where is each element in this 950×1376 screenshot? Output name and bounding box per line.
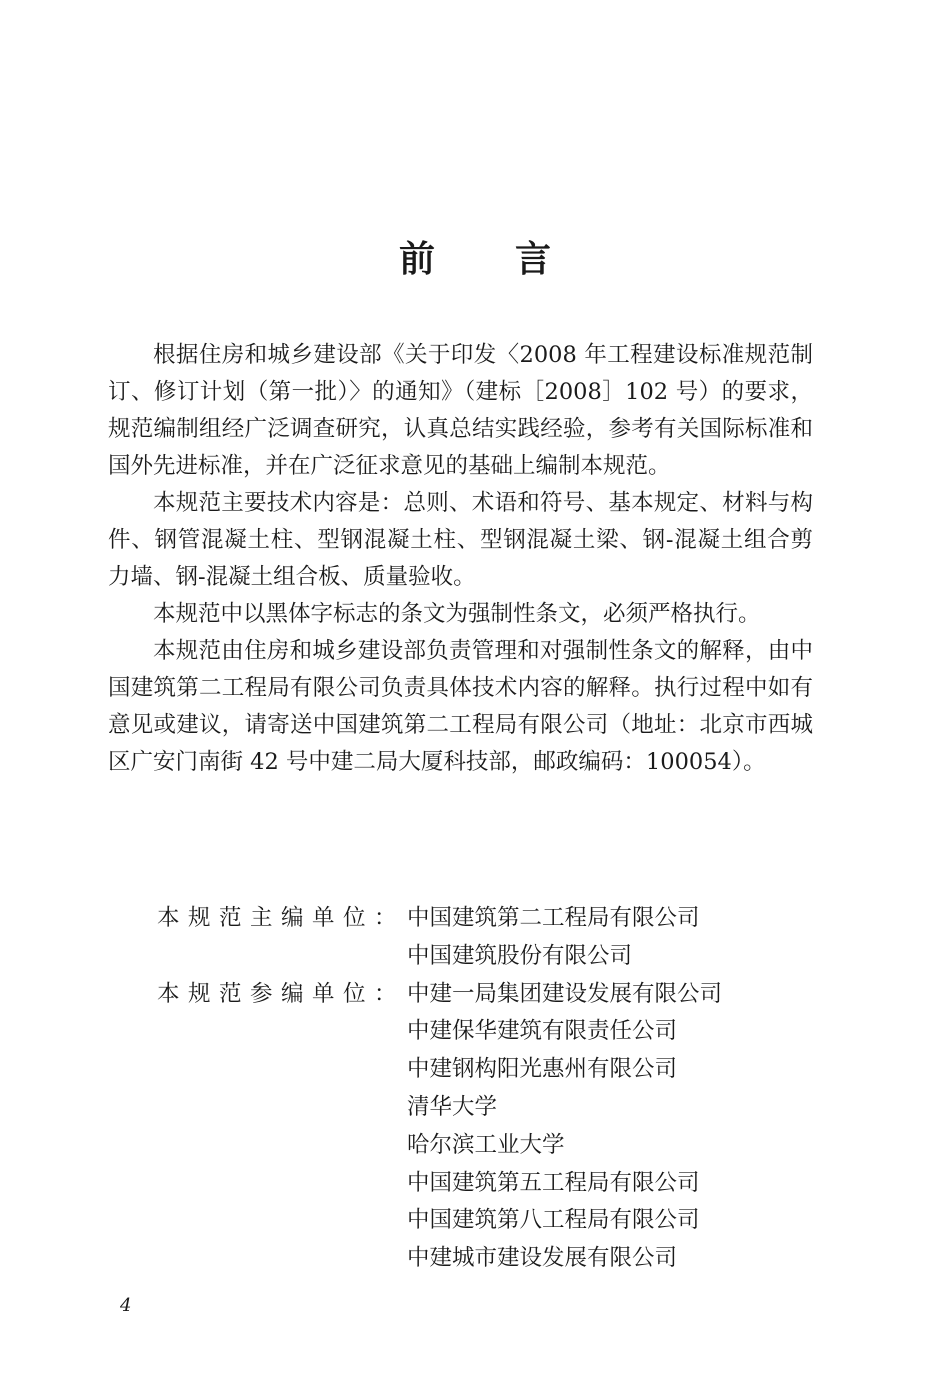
unit-item: 中建城市建设发展有限公司 [407,1245,678,1272]
unit-item: 中建钢构阳光惠州有限公司 [407,1056,678,1083]
paragraph-management: 本规范由住房和城乡建设部负责管理和对强制性条文的解释，由中国建筑第二工程局有限公司负责具体技术内容的解释。执行过程中如有意见或建议，请寄送中国建筑第二工程局有限公司（地址：北京市西城区广安门南街 42 号中建二局大厦科技部，邮政编码：100054）。 [108,638,813,775]
compiling-units [157,900,722,1278]
chief-units-row [157,900,722,976]
preface-body [108,337,813,781]
unit-item: 中国建筑股份有限公司 [407,942,633,969]
page-title: 前言 [398,239,631,280]
unit-item: 中国建筑第五工程局有限公司 [407,1169,700,1196]
unit-item: 哈尔滨工业大学 [407,1131,565,1158]
unit-item: 中建一局集团建设发展有限公司 [407,980,723,1007]
paragraph-mandatory: 本规范中以黑体字标志的条文为强制性条文，必须严格执行。 [153,601,761,627]
unit-item: 中国建筑第二工程局有限公司 [407,905,700,931]
unit-item: 中建保华建筑有限责任公司 [407,1018,678,1045]
page-number: 4 [120,1295,132,1316]
participating-units-row [157,976,722,1278]
unit-item: 清华大学 [407,1093,498,1120]
participating-units-label: 本规范参编单位： [157,980,406,1007]
chief-units-label: 本规范主编单位： [157,905,406,931]
paragraph-basis: 根据住房和城乡建设部《关于印发〈2008 年工程建设标准规范制订、修订计划（第一批）〉的通知》（建标［2008］102 号）的要求，规范编制组经广泛调查研究，认真总结实践经验，参考有关国际标准和国外先进标准，并在广泛征求意见的基础上编制本规范。 [108,342,813,479]
unit-item: 中国建筑第八工程局有限公司 [407,1207,700,1234]
participating-units-list [407,976,722,1278]
chief-units-list [407,900,700,976]
paragraph-contents: 本规范主要技术内容是：总则、术语和符号、基本规定、材料与构件、钢管混凝土柱、型钢混凝土柱、型钢混凝土梁、钢-混凝土组合剪力墙、钢-混凝土组合板、质量验收。 [108,490,813,590]
